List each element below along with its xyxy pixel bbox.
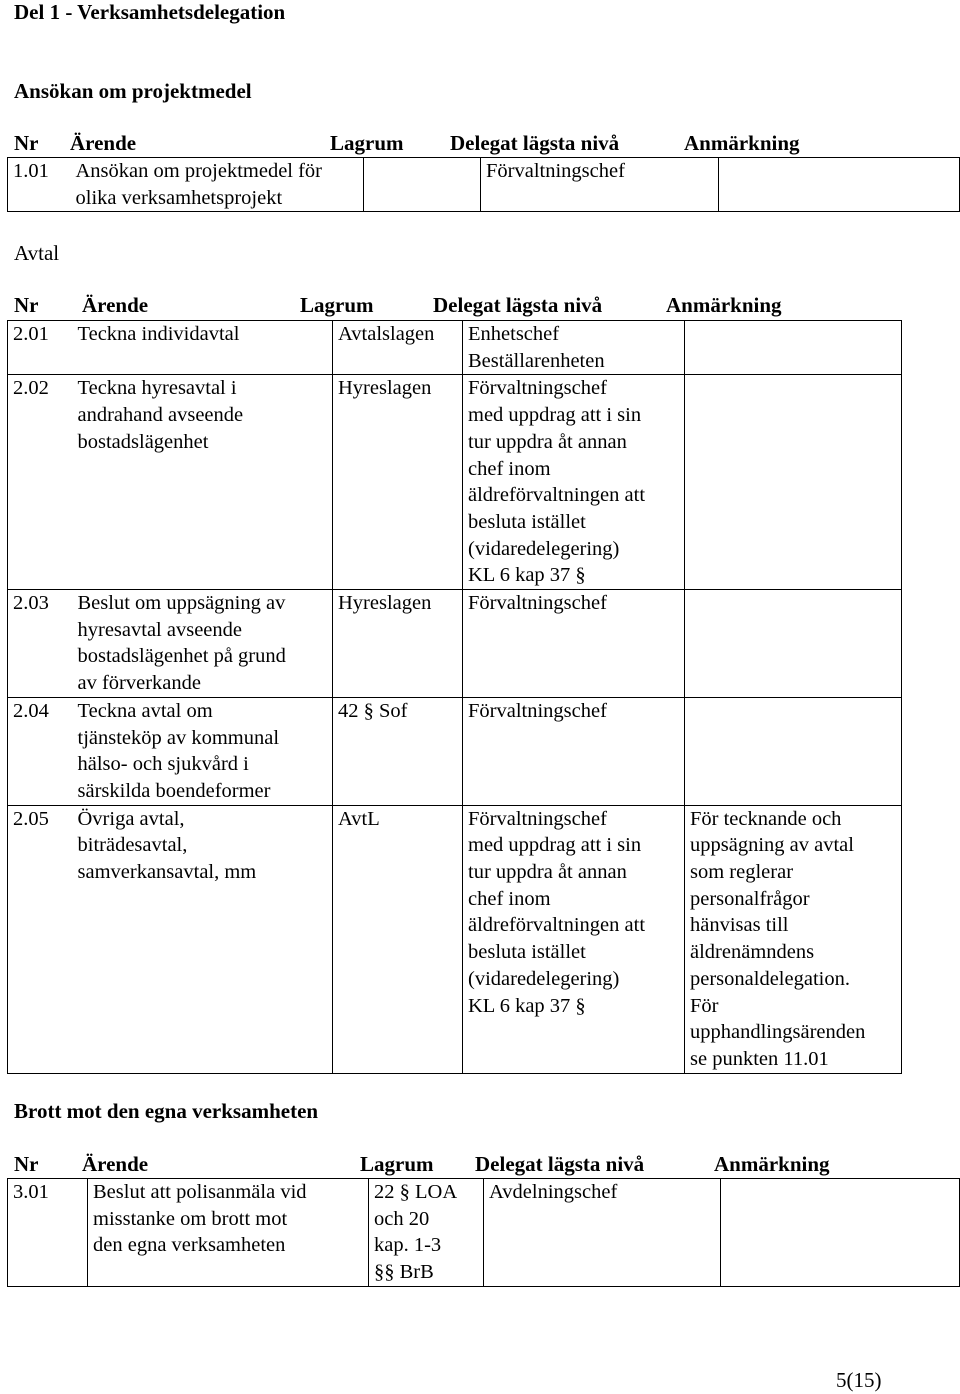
row-nr: 2.01 [8, 321, 73, 375]
page-number: 5(15) [836, 1368, 882, 1392]
table-row [8, 158, 960, 212]
table-row [8, 697, 902, 805]
section-title-projektmedel: Ansökan om projektmedel [14, 79, 252, 103]
row-arende: Övriga avtal, biträdesavtal, samverkansavtal, mm [73, 805, 333, 1073]
row-arende: Teckna avtal om tjänsteköp av kommunal hälso- och sjukvård i särskilda boendeformer [73, 697, 333, 805]
row-delegat: Förvaltningschef [463, 590, 685, 698]
col-anmarkning: Anmärkning [714, 1152, 830, 1176]
row-delegat: Förvaltningschef med uppdrag att i sin tur uppdra åt annan chef inom äldreförvaltningen att besluta istället (vidaredelegering) KL 6 kap 37 § [463, 375, 685, 590]
table-brott [7, 1178, 960, 1287]
row-lagrum: 22 § LOA och 20 kap. 1-3 §§ BrB [369, 1179, 484, 1287]
row-delegat: Enhetschef Beställarenheten [463, 321, 685, 375]
col-anmarkning: Anmärkning [684, 131, 800, 155]
table-row [8, 1179, 960, 1287]
col-arende: Ärende [82, 293, 149, 317]
col-delegat: Delegat lägsta nivå [433, 293, 603, 317]
col-delegat: Delegat lägsta nivå [475, 1152, 645, 1176]
row-arende: Ansökan om projektmedel för olika verksamhetsprojekt [71, 158, 364, 212]
row-nr: 2.04 [8, 697, 73, 805]
col-delegat: Delegat lägsta nivå [450, 131, 620, 155]
row-anmarkning [685, 697, 902, 805]
table-row [8, 805, 902, 1073]
table-avtal [7, 320, 902, 1074]
row-anmarkning [721, 1179, 960, 1287]
col-lagrum: Lagrum [330, 131, 404, 155]
row-lagrum: 42 § Sof [333, 697, 463, 805]
row-anmarkning [719, 158, 960, 212]
col-nr: Nr [14, 1152, 39, 1176]
table-header-brott [0, 1152, 960, 1178]
table-row [8, 590, 902, 698]
row-lagrum [364, 158, 481, 212]
section-title-avtal: Avtal [14, 241, 60, 265]
row-nr: 2.03 [8, 590, 73, 698]
row-nr: 2.05 [8, 805, 73, 1073]
row-lagrum: Hyreslagen [333, 590, 463, 698]
table-projektmedel [7, 157, 960, 212]
section-title-brott: Brott mot den egna verksamheten [14, 1099, 319, 1123]
col-arende: Ärende [82, 1152, 149, 1176]
col-nr: Nr [14, 131, 39, 155]
row-delegat: Förvaltningschef med uppdrag att i sin tur uppdra åt annan chef inom äldreförvaltningen att besluta istället (vidaredelegering) KL 6 kap 37 § [463, 805, 685, 1073]
table-row [8, 321, 902, 375]
col-arende: Ärende [70, 131, 137, 155]
col-lagrum: Lagrum [300, 293, 374, 317]
table-header-projektmedel [0, 131, 960, 157]
col-nr: Nr [14, 293, 39, 317]
table-row [8, 375, 902, 590]
row-arende: Beslut om uppsägning av hyresavtal avseende bostadslägenhet på grund av förverkande [73, 590, 333, 698]
row-nr: 1.01 [8, 158, 71, 212]
row-anmarkning: För tecknande och uppsägning av avtal som reglerar personalfrågor hänvisas till äldrenämndens personaldelegation. För upphandlingsärenden se punkten 11.01 [685, 805, 902, 1073]
row-arende: Beslut att polisanmäla vid misstanke om brott mot den egna verksamheten [88, 1179, 369, 1287]
row-lagrum: Avtalslagen [333, 321, 463, 375]
row-lagrum: Hyreslagen [333, 375, 463, 590]
row-delegat: Förvaltningschef [463, 697, 685, 805]
row-anmarkning [685, 590, 902, 698]
row-anmarkning [685, 375, 902, 590]
row-arende: Teckna hyresavtal i andrahand avseende bostadslägenhet [73, 375, 333, 590]
row-arende: Teckna individavtal [73, 321, 333, 375]
row-nr: 3.01 [8, 1179, 88, 1287]
row-lagrum: AvtL [333, 805, 463, 1073]
page-title: Del 1 - Verksamhetsdelegation [14, 0, 286, 24]
row-delegat: Avdelningschef [484, 1179, 721, 1287]
table-header-avtal [0, 293, 960, 319]
row-nr: 2.02 [8, 375, 73, 590]
row-anmarkning [685, 321, 902, 375]
col-anmarkning: Anmärkning [666, 293, 782, 317]
col-lagrum: Lagrum [360, 1152, 434, 1176]
row-delegat: Förvaltningschef [481, 158, 719, 212]
